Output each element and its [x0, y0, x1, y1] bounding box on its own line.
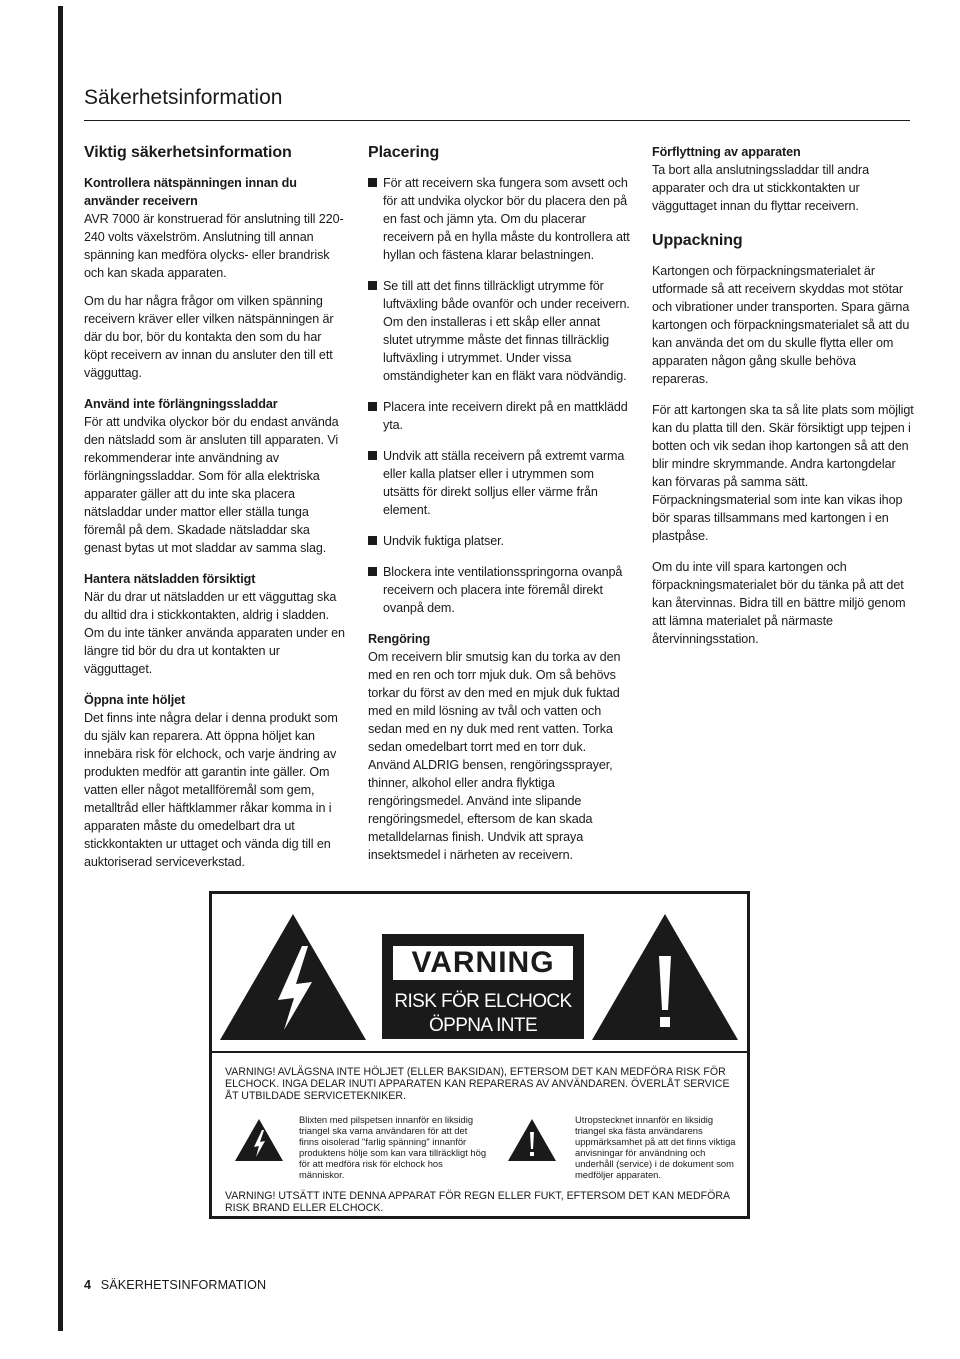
- cleaning-text: Om receivern blir smutsig kan du torka av den med en ren och torr mjuk duk. Om så behövs torkar du först av den med en mjuk duk fuktad med en mild lösning av tvål och vatten och sedan med en ny duk med rent vatten. Torka sedan omedelbart torrt med en torr duk. Använd ALDRIG bensen, rengöringssprayer, thinner, alkohol eller andra flyktiga rengöringsmedel. Använd inte slipande rengöringsmedel, eftersom de kan skada metalldelarnas finish. Undvik att spraya insektsmedel i närheten av receivern.: [368, 650, 621, 862]
- lightning-explanation: Blixten med pilspetsen innanför en liksidig triangel ska varna användaren för att det finns oisolerad "farlig spänning" innanför produktens hölje som kan vara tillräckligt hög för att medföra risk för elchock hos människor.: [299, 1114, 487, 1180]
- warning-label: [382, 934, 584, 1039]
- extension-cord-title: Använd inte förlängningssladdar: [84, 397, 278, 411]
- left-margin-rule: [58, 6, 63, 1331]
- placement-bullet: Blockera inte ventilationsspringorna ovanpå receivern och placera inte föremål direkt ovanpå dem.: [368, 563, 630, 617]
- footer-section-name: SÄKERHETSINFORMATION: [100, 1278, 267, 1292]
- cabinet-section: [84, 691, 346, 871]
- exclamation-triangle-icon: [590, 912, 740, 1042]
- warning-divider: [212, 1051, 747, 1053]
- power-cord-section: [84, 570, 346, 678]
- voltage-section: [84, 174, 346, 382]
- placement-bullet: Undvik fuktiga platser.: [368, 532, 630, 550]
- do-not-open-text: ÖPPNA INTE: [428, 1015, 538, 1036]
- unpacking-text-1: Kartongen och förpackningsmaterialet är utformade så att receivern skyddas mot stötar och vibrationer under transporten. Spara gärna kartongen och förpackningsmaterialet så att du kan använda det om du skulle flytta eller om apparaten någon gång skulle behöva repareras.: [652, 264, 910, 386]
- col1-heading: Viktig säkerhetsinformation: [84, 144, 292, 161]
- column-3: [652, 143, 914, 661]
- exclamation-triangle-small-icon: [507, 1118, 557, 1162]
- power-cord-title: Hantera nätsladden försiktigt: [84, 572, 256, 586]
- unpacking-text-3: Om du inte vill spara kartongen och förpackningsmaterialet bör du tänka på att det kan återvinnas. Bidra till en bättre miljö genom att lämna materialet på närmaste återvinningsstation.: [652, 560, 906, 646]
- column-1: [84, 143, 346, 884]
- moving-title: Förflyttning av apparaten: [652, 145, 801, 159]
- voltage-text-2: Om du har några frågor om vilken spänning receivern kräver eller vilken nätspänningen är där du bor, bör du kontakta den som du har köpt receivern av innan du ansluter den till ett vägguttag.: [84, 294, 334, 380]
- cabinet-title: Öppna inte höljet: [84, 693, 186, 707]
- placement-bullet: Se till att det finns tillräckligt utrymme för luftväxling både ovanför och under receivern. Om den installeras i ett skåp eller annat slutet utrymme måste det finnas tillräcklig luftväxling i utrymmet. Under vissa omständigheter kan en fläkt vara nödvändig.: [368, 277, 630, 385]
- unpacking-text-2: För att kartongen ska ta så lite plats som möjligt kan du platta till den. Skär försiktigt upp tejpen i botten och vik sedan ihop kartongen så att den blir mindre skrymmande. Andra kartongdelar kan förvaras på samma sätt. Förpackningsmaterial som inte kan vikas ihop bör sparas tillsammans med kartongen i en plastpåse.: [652, 403, 914, 543]
- warning-text-moisture: VARNING! UTSÄTT INTE DENNA APPARAT FÖR REGN ELLER FUKT, EFTERSOM DET KAN MEDFÖRA RISK BRAND ELLER ELCHOCK.: [225, 1190, 730, 1214]
- warning-box: [209, 891, 750, 1219]
- voltage-title: Kontrollera nätspänningen innan du använder receivern: [84, 176, 297, 208]
- voltage-text: AVR 7000 är konstruerad för anslutning till 220-240 volts växelström. Anslutning till annan spänning kan medföra olycks- eller brandrisk och kan skada apparaten.: [84, 212, 344, 280]
- lightning-triangle-icon: [218, 912, 368, 1042]
- title-rule: [84, 120, 910, 121]
- placement-bullet: Placera inte receivern direkt på en mattklädd yta.: [368, 398, 630, 434]
- column-2: [368, 143, 630, 877]
- extension-cord-text: För att undvika olyckor bör du endast använda den nätsladd som är ansluten till apparaten. Vi rekommenderar inte användning av förlängningssladdar. Som för alla elektriska apparater gäller att du inte ska placera nätsladdar under mattor eller ställa tunga föremål på dem. Skadade nätsladdar ska genast bytas ut mot sladdar av samma slag.: [84, 415, 339, 555]
- warning-word: VARNING: [393, 946, 573, 980]
- page-footer: [84, 1278, 266, 1292]
- placement-heading: Placering: [368, 144, 440, 161]
- warning-text-cover: VARNING! AVLÄGSNA INTE HÖLJET (ELLER BAKSIDAN), EFTERSOM DET KAN MEDFÖRA RISK FÖR ELCHOCK. INGA DELAR INUTI APPARATEN KAN REPARERAS AV ANVÄNDAREN. ÖVERLÅT SERVICE ÅT UTBILDADE SERVICETEKNIKER.: [225, 1066, 730, 1102]
- power-cord-text: När du drar ut nätsladden ur ett vägguttag ska du alltid dra i stickkontakten, aldrig i sladden. Om du inte tänker använda apparaten under en längre tid bör du dra ut kontakten ur vägguttaget.: [84, 590, 345, 676]
- shock-risk-text: RISK FÖR ELCHOCK: [394, 991, 572, 1012]
- cleaning-title: Rengöring: [368, 632, 431, 646]
- moving-text: Ta bort alla anslutningssladdar till andra apparater och dra ut stickkontakten ur vägguttaget innan du flyttar receivern.: [652, 163, 870, 213]
- exclamation-explanation: Utropstecknet innanför en liksidig triangel ska fästa användarens uppmärksamhet på att det finns viktiga anvisningar för användning och underhåll (service) i de dokument som medföljer apparaten.: [575, 1114, 736, 1180]
- lightning-triangle-small-icon: [234, 1118, 284, 1162]
- cabinet-text: Det finns inte några delar i denna produkt som du själv kan reparera. Att öppna höljet kan innebära risk för elchock, och varje ändring av produkten medför att garantin inte gäller. Om vatten eller något metallföremål som gem, metalltråd eller häftklammer råkar komma in i apparaten måste du omedelbart dra ut stickkontakten ur uttaget och vända dig till en auktoriserad serviceverkstad.: [84, 711, 338, 869]
- placement-bullet: För att receivern ska fungera som avsett och för att undvika olyckor bör du placera den på en fast och jämn yta. Om du placerar receivern på en hylla måste du kontrollera att hyllan och fästena klarar belastningen.: [368, 174, 630, 264]
- placement-bullet: Undvik att ställa receivern på extremt varma eller kalla platser eller i utrymmen som utsätts för direkt solljus eller värme från element.: [368, 447, 630, 519]
- warning-graphic: [212, 894, 747, 1054]
- page-title: Säkerhetsinformation: [84, 86, 283, 109]
- unpacking-heading: Uppackning: [652, 232, 743, 249]
- extension-cord-section: [84, 395, 346, 557]
- page-number: 4: [84, 1278, 92, 1292]
